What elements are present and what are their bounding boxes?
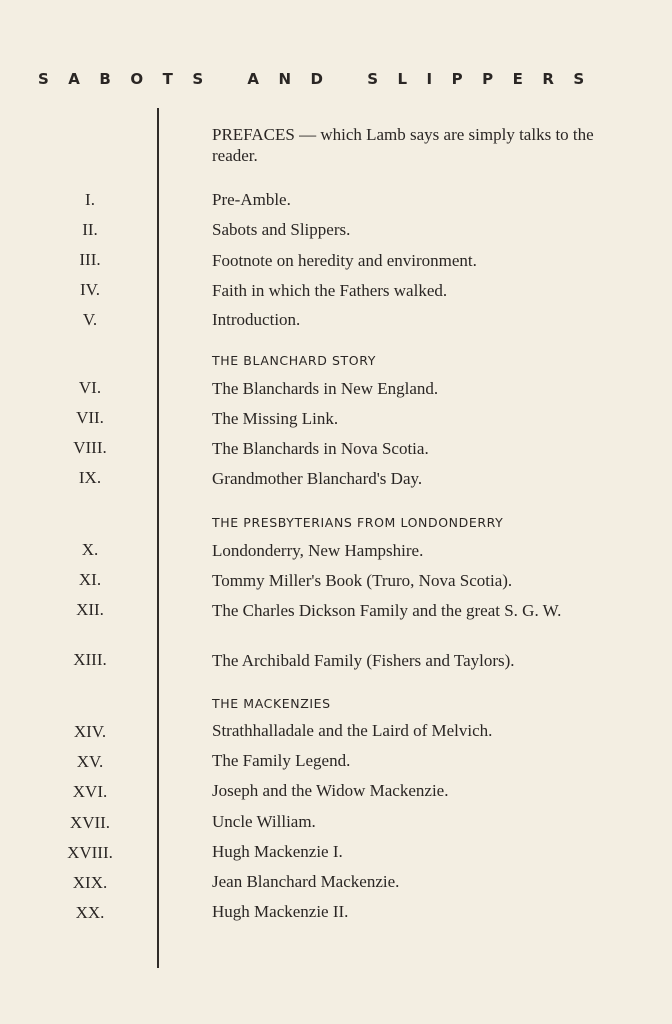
chapter-title: Uncle William. bbox=[212, 812, 316, 831]
chapter-number: XVI. bbox=[72, 782, 108, 801]
chapter-number: XX. bbox=[75, 903, 105, 922]
chapter-title: Sabots and Slippers. bbox=[212, 220, 351, 239]
chapter-title: Faith in which the Fathers walked. bbox=[212, 281, 448, 300]
chapter-title: Londonderry, New Hampshire. bbox=[212, 541, 424, 560]
section-heading-presbyterians: THE PRESBYTERIANS FROM LONDONDERRY bbox=[212, 515, 504, 530]
column-divider bbox=[157, 108, 159, 968]
section-heading-mackenzies: THE MACKENZIES bbox=[212, 696, 331, 711]
chapter-title: The Blanchards in New England. bbox=[212, 379, 439, 398]
chapter-title: The Archibald Family (Fishers and Taylors). bbox=[212, 651, 515, 670]
chapter-number: XIII. bbox=[73, 650, 107, 669]
chapter-title: Joseph and the Widow Mackenzie. bbox=[212, 781, 449, 800]
chapter-number: X. bbox=[81, 540, 99, 559]
chapter-number: XIX. bbox=[72, 873, 108, 892]
chapter-title: Footnote on heredity and environment. bbox=[212, 251, 477, 270]
chapter-number: XVIII. bbox=[67, 843, 113, 862]
chapter-title: Strathhalladale and the Laird of Melvich. bbox=[212, 721, 493, 740]
chapter-title: The Charles Dickson Family and the great S. G. W. bbox=[212, 601, 562, 620]
chapter-number: V. bbox=[82, 310, 98, 329]
chapter-number: XI. bbox=[78, 570, 102, 589]
chapter-title: Hugh Mackenzie II. bbox=[212, 902, 349, 921]
running-head: SABOTS AND SLIPPERS bbox=[38, 70, 604, 88]
chapter-number: XIV. bbox=[73, 722, 107, 741]
chapter-title: Tommy Miller's Book (Truro, Nova Scotia). bbox=[212, 571, 513, 590]
chapter-number: I. bbox=[85, 190, 95, 209]
section-heading-blanchard: THE BLANCHARD STORY bbox=[212, 353, 376, 368]
chapter-title: Hugh Mackenzie I. bbox=[212, 842, 343, 861]
chapter-number: XII. bbox=[76, 600, 104, 619]
chapter-number: III. bbox=[79, 250, 101, 269]
chapter-title: The Missing Link. bbox=[212, 409, 339, 428]
chapter-title: The Family Legend. bbox=[212, 751, 351, 770]
chapter-title: Jean Blanchard Mackenzie. bbox=[212, 872, 400, 891]
chapter-number: VIII. bbox=[73, 438, 107, 457]
chapter-title: Grandmother Blanchard's Day. bbox=[212, 469, 423, 488]
chapter-number: IV. bbox=[80, 280, 100, 299]
chapter-title: Pre-Amble. bbox=[212, 190, 291, 209]
chapter-number: II. bbox=[82, 220, 98, 239]
prefaces-note: PREFACES — which Lamb says are simply talks to the reader. bbox=[212, 125, 594, 165]
chapter-number: XV. bbox=[76, 752, 104, 771]
chapter-number: VII. bbox=[76, 408, 104, 427]
chapter-title: The Blanchards in Nova Scotia. bbox=[212, 439, 429, 458]
chapter-number: VI. bbox=[78, 378, 102, 397]
chapter-title: Introduction. bbox=[212, 310, 301, 329]
chapter-number: XVII. bbox=[69, 813, 111, 832]
chapter-number: IX. bbox=[78, 468, 102, 487]
